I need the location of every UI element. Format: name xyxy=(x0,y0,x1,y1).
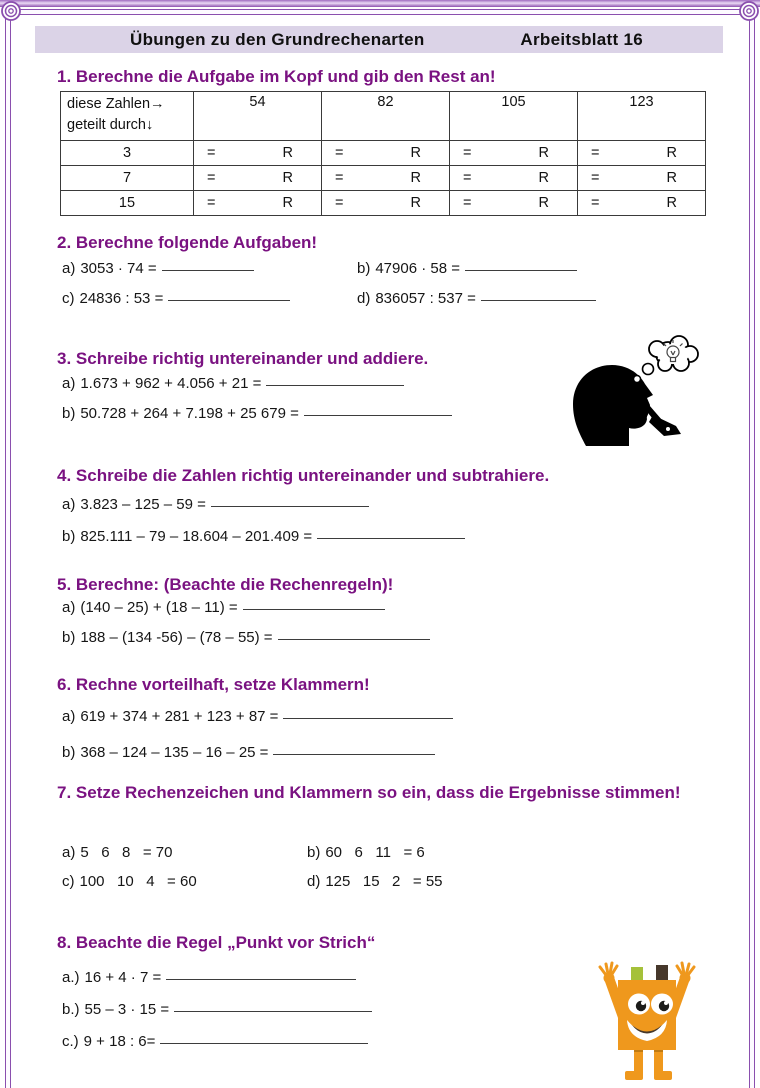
item-label: b) xyxy=(357,259,371,277)
answer-cell xyxy=(450,166,578,191)
answer-blank xyxy=(160,1039,368,1044)
rest-label: R xyxy=(666,145,677,161)
item-expression: 825.111 – 79 – 18.604 – 201.409 = xyxy=(80,527,313,545)
item-label: a) xyxy=(62,259,76,277)
thinking-head-icon xyxy=(560,334,712,446)
section4-heading: 4. Schreibe die Zahlen richtig untereinander und subtrahiere. xyxy=(57,466,550,485)
divisor-15: 15 xyxy=(61,191,194,216)
answer-cell xyxy=(450,191,578,216)
answer-cell xyxy=(450,141,578,166)
equals-sign: = xyxy=(591,145,600,161)
item-label: b) xyxy=(307,844,321,861)
item-expression: 100 10 4 = 60 xyxy=(79,873,197,890)
exercise-2c xyxy=(62,283,357,313)
dividend-54: 54 xyxy=(194,92,322,141)
table-row xyxy=(61,191,706,216)
equals-sign: = xyxy=(463,170,472,186)
answer-blank xyxy=(243,605,385,610)
section6-heading: 6. Rechne vorteilhaft, setze Klammern! xyxy=(57,675,370,694)
answer-cell xyxy=(322,166,450,191)
item-label: a) xyxy=(62,844,76,861)
answer-cell xyxy=(194,141,322,166)
section5-items xyxy=(62,592,430,652)
item-expression: 368 – 124 – 135 – 16 – 25 = xyxy=(80,743,269,761)
worksheet-number: Arbeitsblatt 16 xyxy=(520,29,643,49)
answer-blank xyxy=(278,635,430,640)
exercise-2b xyxy=(357,253,702,283)
rest-label: R xyxy=(410,170,421,186)
dividend-105: 105 xyxy=(450,92,578,141)
exercise-7a xyxy=(62,838,307,867)
rest-label: R xyxy=(666,195,677,211)
answer-blank xyxy=(273,750,435,755)
rest-label: R xyxy=(666,170,677,186)
section8-heading: 8. Beachte die Regel „Punkt vor Strich“ xyxy=(57,933,376,952)
monster-mascot-icon xyxy=(572,953,722,1085)
equals-sign: = xyxy=(335,170,344,186)
item-label: c) xyxy=(62,289,75,307)
item-expression: 836057 : 537 = xyxy=(375,289,476,307)
exercise-3a xyxy=(62,368,452,398)
rest-label: R xyxy=(282,145,293,161)
item-expression: 619 + 374 + 281 + 123 + 87 = xyxy=(80,707,279,725)
section8-items xyxy=(62,961,372,1057)
item-label: d) xyxy=(357,289,371,307)
item-expression: 3.823 – 125 – 59 = xyxy=(80,495,206,513)
item-label: d) xyxy=(307,873,321,890)
item-label: b.) xyxy=(62,1000,80,1018)
equals-sign: = xyxy=(207,170,216,186)
rest-label: R xyxy=(282,170,293,186)
answer-blank xyxy=(211,502,369,507)
rest-label: R xyxy=(410,195,421,211)
item-expression: (140 – 25) + (18 – 11) = xyxy=(80,598,238,616)
answer-blank xyxy=(168,296,290,301)
item-expression: 47906 · 58 = xyxy=(375,259,460,277)
answer-blank xyxy=(166,975,356,980)
item-expression: 16 + 4 · 7 = xyxy=(84,968,162,986)
worksheet-title: Übungen zu den Grundrechenarten xyxy=(130,29,425,49)
section3-heading: 3. Schreibe richtig untereinander und addiere. xyxy=(57,349,429,368)
rest-label: R xyxy=(538,145,549,161)
item-label: b) xyxy=(62,628,76,646)
section1-heading: 1. Berechne die Aufgabe im Kopf und gib den Rest an! xyxy=(57,67,496,86)
table-corner-cell xyxy=(61,92,194,141)
item-expression: 24836 : 53 = xyxy=(79,289,164,307)
equals-sign: = xyxy=(463,195,472,211)
item-expression: 188 – (134 -56) – (78 – 55) = xyxy=(80,628,273,646)
exercise-6b xyxy=(62,734,453,770)
item-label: b) xyxy=(62,743,76,761)
answer-cell xyxy=(194,166,322,191)
equals-sign: = xyxy=(207,195,216,211)
title-bar xyxy=(35,26,723,53)
frame-top-rail xyxy=(12,9,748,15)
section3-items xyxy=(62,368,452,428)
item-label: a) xyxy=(62,598,76,616)
corner-line2: geteilt durch↓ xyxy=(67,117,154,134)
answer-cell xyxy=(578,166,706,191)
section2-items xyxy=(62,253,702,313)
section7-items xyxy=(62,838,662,896)
exercise-4b xyxy=(62,520,465,552)
dividend-82: 82 xyxy=(322,92,450,141)
dividend-123: 123 xyxy=(578,92,706,141)
answer-blank xyxy=(266,381,404,386)
equals-sign: = xyxy=(591,170,600,186)
section6-items xyxy=(62,698,453,770)
answer-blank xyxy=(304,411,452,416)
item-expression: 3053 · 74 = xyxy=(80,259,157,277)
exercise-5a xyxy=(62,592,430,622)
exercise-7d xyxy=(307,867,662,896)
exercise-7c xyxy=(62,867,307,896)
answer-cell xyxy=(322,191,450,216)
item-expression: 50.728 + 264 + 7.198 + 25 679 = xyxy=(80,404,299,422)
answer-blank xyxy=(465,266,577,271)
corner-ornament-icon xyxy=(0,0,22,22)
rest-label: R xyxy=(410,145,421,161)
corner-ornament-icon xyxy=(738,0,760,22)
exercise-8b xyxy=(62,993,372,1025)
item-expression: 5 6 8 = 70 xyxy=(80,844,173,861)
equals-sign: = xyxy=(335,145,344,161)
frame-top-band xyxy=(0,0,760,7)
item-expression: 55 – 3 · 15 = xyxy=(84,1000,170,1018)
item-expression: 60 6 11 = 6 xyxy=(325,844,425,861)
equals-sign: = xyxy=(207,145,216,161)
answer-blank xyxy=(283,714,453,719)
item-expression: 125 15 2 = 55 xyxy=(325,873,443,890)
answer-cell xyxy=(578,191,706,216)
section5-heading: 5. Berechne: (Beachte die Rechenregeln)! xyxy=(57,575,394,594)
divisor-7: 7 xyxy=(61,166,194,191)
section4-items xyxy=(62,488,465,552)
item-label: b) xyxy=(62,404,76,422)
exercise-6a xyxy=(62,698,453,734)
section7-heading: 7. Setze Rechenzeichen und Klammern so ein, dass die Ergebnisse stimmen! xyxy=(57,783,681,802)
exercise-7b xyxy=(307,838,662,867)
division-table xyxy=(60,91,706,216)
rest-label: R xyxy=(538,170,549,186)
answer-cell xyxy=(578,141,706,166)
table-row xyxy=(61,166,706,191)
item-label: b) xyxy=(62,527,76,545)
corner-line1: diese Zahlen→ xyxy=(67,96,165,112)
exercise-5b xyxy=(62,622,430,652)
equals-sign: = xyxy=(591,195,600,211)
item-label: c) xyxy=(62,873,75,890)
item-label: a) xyxy=(62,374,76,392)
exercise-2a xyxy=(62,253,357,283)
item-label: a) xyxy=(62,707,76,725)
table-row xyxy=(61,141,706,166)
section2-heading: 2. Berechne folgende Aufgaben! xyxy=(57,233,318,252)
answer-cell xyxy=(322,141,450,166)
exercise-2d xyxy=(357,283,702,313)
exercise-8c xyxy=(62,1025,372,1057)
answer-blank xyxy=(481,296,596,301)
divisor-3: 3 xyxy=(61,141,194,166)
answer-blank xyxy=(317,534,465,539)
exercise-3b xyxy=(62,398,452,428)
item-label: a) xyxy=(62,495,76,513)
equals-sign: = xyxy=(463,145,472,161)
exercise-8a xyxy=(62,961,372,993)
answer-blank xyxy=(174,1007,372,1012)
exercise-4a xyxy=(62,488,465,520)
rest-label: R xyxy=(538,195,549,211)
item-expression: 9 + 18 : 6= xyxy=(83,1032,156,1050)
equals-sign: = xyxy=(335,195,344,211)
rest-label: R xyxy=(282,195,293,211)
answer-blank xyxy=(162,266,254,271)
item-label: a.) xyxy=(62,968,80,986)
answer-cell xyxy=(194,191,322,216)
frame-right-rail xyxy=(749,11,755,1088)
item-label: c.) xyxy=(62,1032,79,1050)
item-expression: 1.673 + 962 + 4.056 + 21 = xyxy=(80,374,262,392)
table-header-row xyxy=(61,92,706,141)
frame-left-rail xyxy=(5,11,11,1088)
